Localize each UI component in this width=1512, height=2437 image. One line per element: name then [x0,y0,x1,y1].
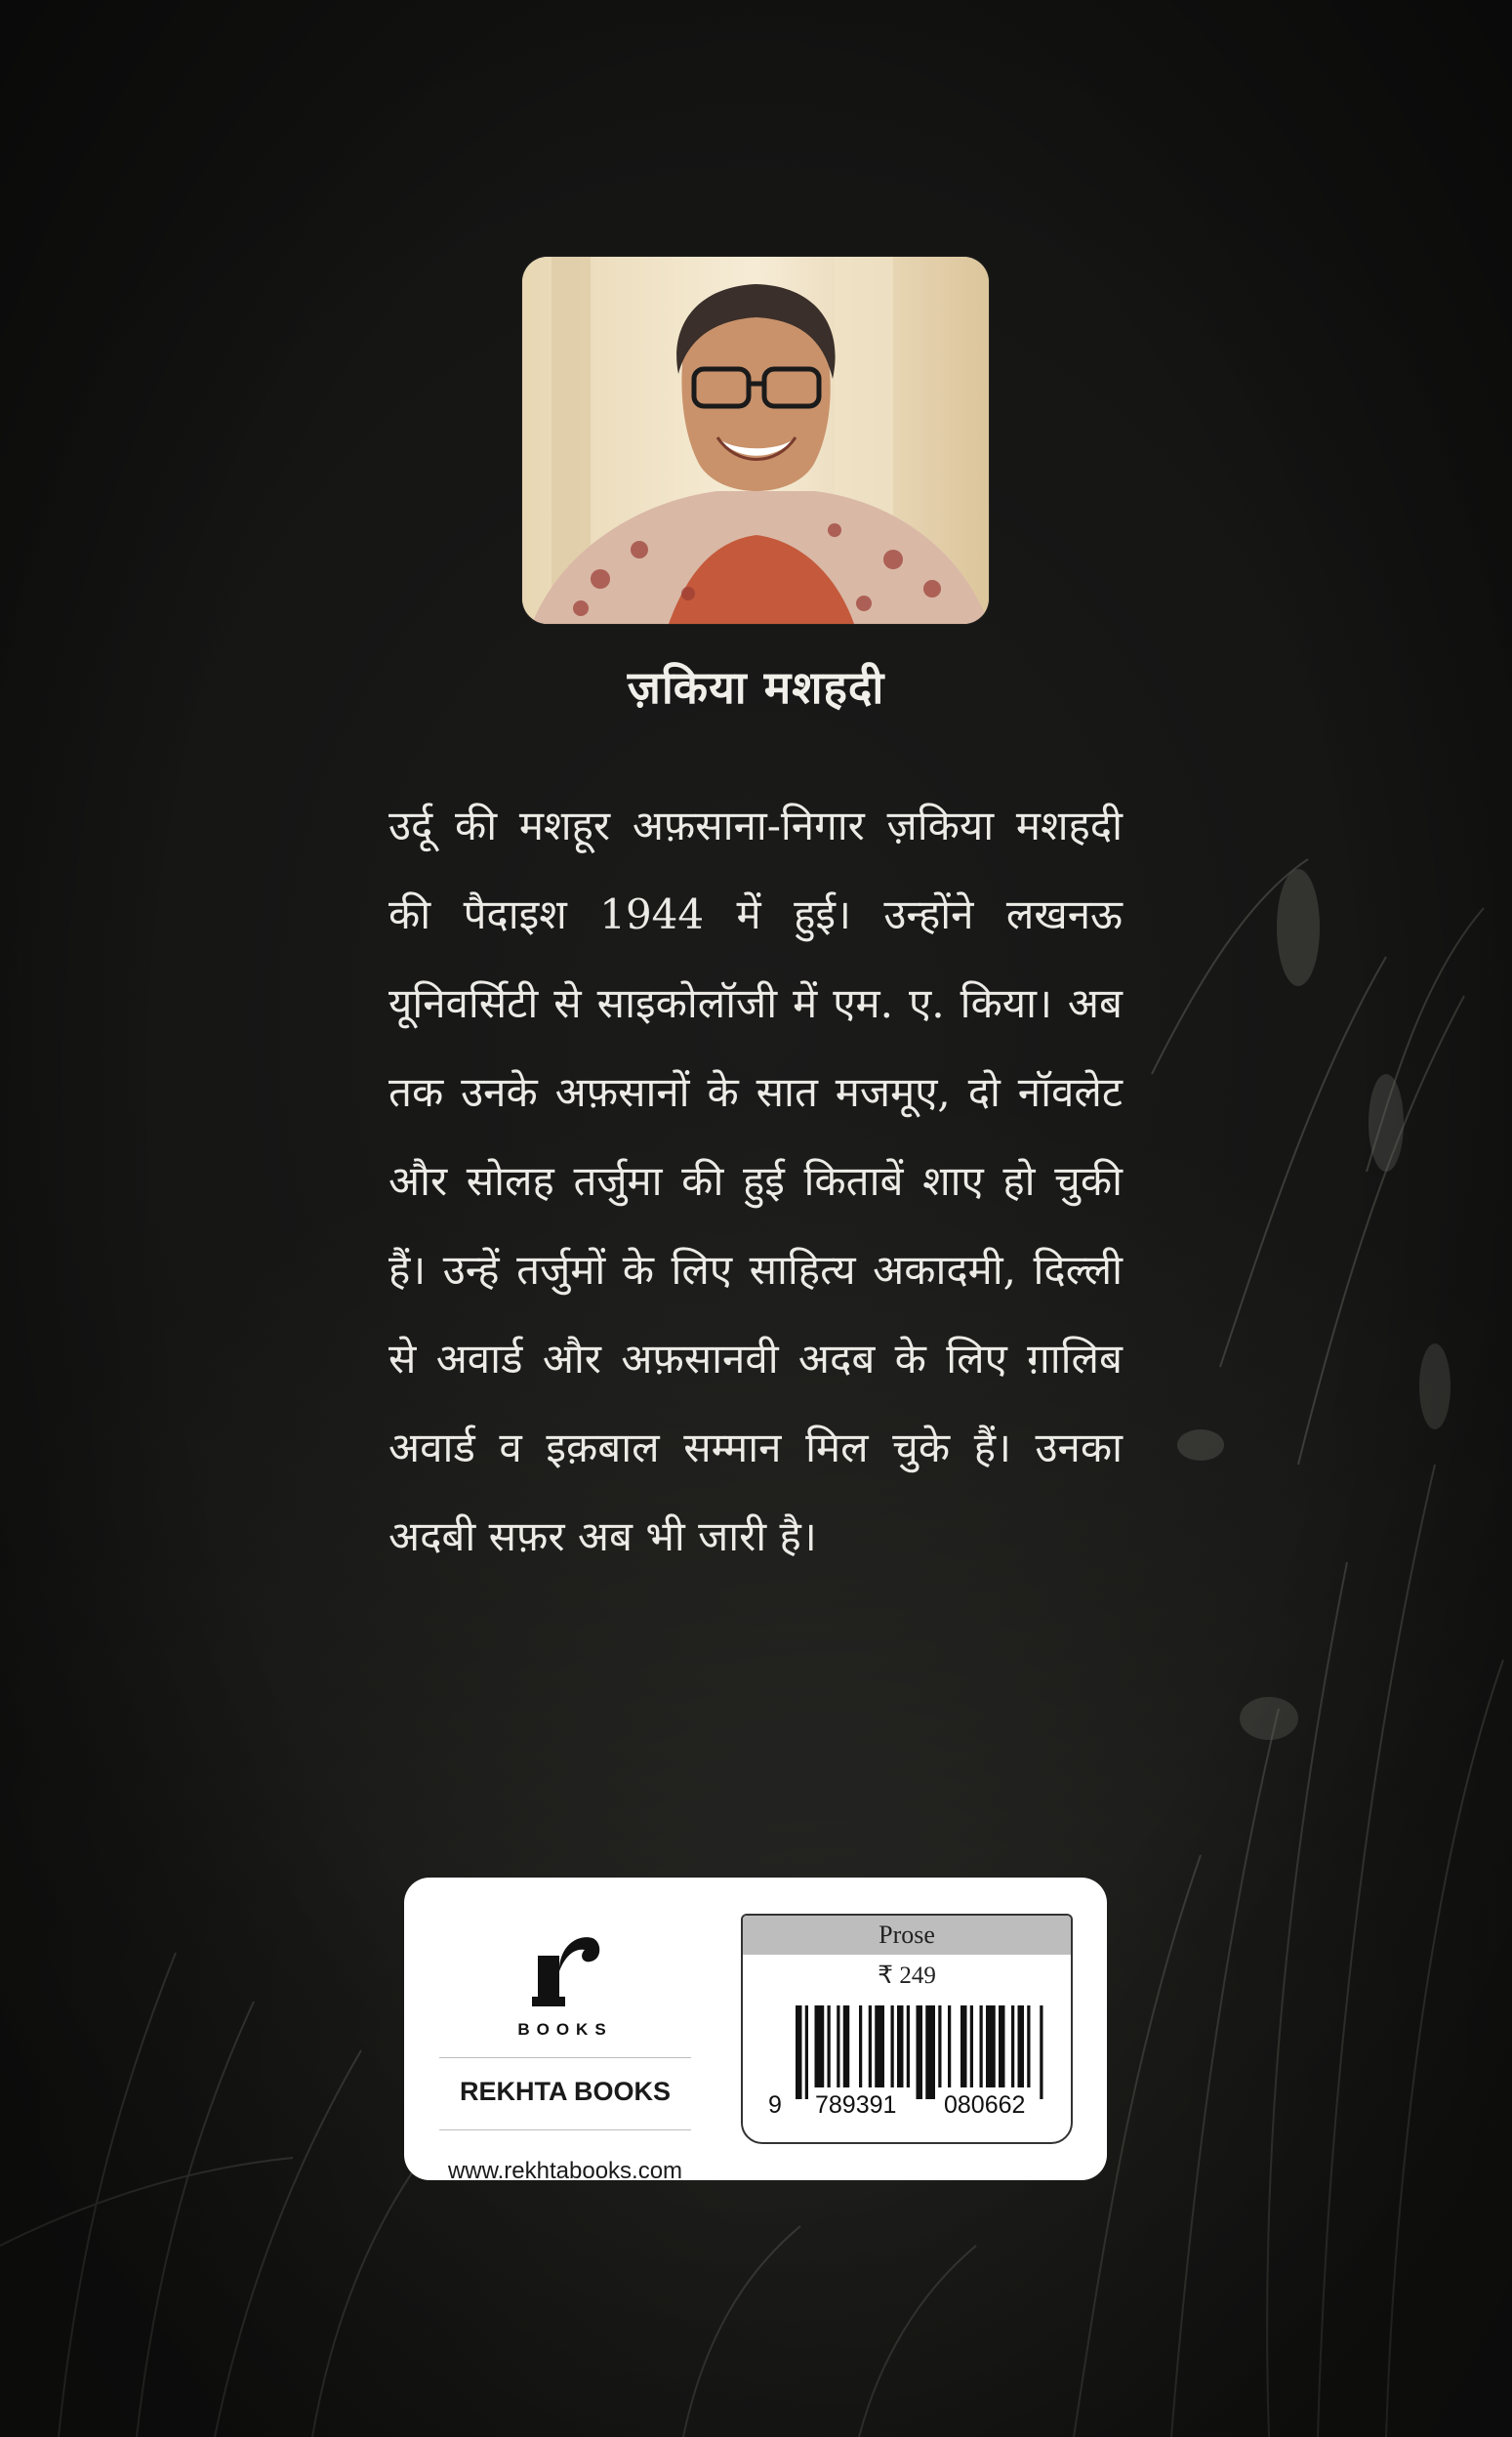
book-price: ₹ 249 [878,1962,936,1989]
publisher-logo-subtitle: BOOKS [517,2020,613,2039]
barcode-bar [1027,2005,1030,2087]
barcode-box [741,1914,1073,2144]
barcode-bar [891,2005,894,2087]
barcode-bar [917,2005,923,2099]
barcode-bar [938,2005,941,2087]
rekhta-r-logo-icon [532,1926,602,2012]
logo-divider-bottom [439,2129,691,2130]
barcode-bar [948,2005,951,2087]
publisher-logo-block [439,1917,691,2184]
barcode-bar [999,2005,1005,2087]
logo-divider-top [439,2057,691,2058]
barcode-bar [986,2005,996,2087]
author-portrait-illustration [522,257,989,624]
publisher-info-card [404,1878,1107,2184]
barcode-bar [875,2005,884,2087]
author-biography: उर्दू की मशहूर अफ़साना-निगार ज़किया मशहदी की पैदाइश 1944 में हुई। उन्होंने लखनऊ यूनिवर्सिटी से साइकोलॉजी में एम. ए. किया। अब तक उनके अफ़सानों के सात मजमूए, दो नॉवलेट और सोलह तर्जुमा की हुई किताबें शाए हो चुकी हैं। उन्हें तर्जुमों के लिए साहित्य अकादमी, दिल्ली से अवार्ड और अफ़सानवी अदब के लिए ग़ालिब अवार्ड व इक़बाल सम्मान मिल चुके हैं। उनका अदबी सफ़र अब भी जारी है। [388,802,1123,1560]
barcode-bar [796,2005,802,2099]
barcode-bar [815,2005,825,2087]
author-name: ज़किया मशहदी [627,661,885,714]
barcode-bar [925,2005,935,2099]
barcode-bar [907,2005,910,2087]
isbn-digit-group-2: 080662 [944,2091,1026,2119]
barcode-bar [897,2005,904,2087]
barcode-bar [1040,2005,1042,2099]
isbn-digit-group-1: 789391 [815,2091,897,2119]
book-category-label: Prose [743,1916,1071,1955]
publisher-url: www.rekhtabooks.com [447,2158,683,2184]
publisher-name: REKHTA BOOKS [460,2077,671,2106]
barcode-bar [1018,2005,1025,2087]
barcode-bar [805,2005,808,2099]
isbn-prefix-digit: 9 [768,2091,782,2119]
barcode-bar [1011,2005,1014,2087]
barcode-bar [843,2005,850,2087]
author-photo [522,257,989,624]
barcode-bar [837,2005,839,2087]
barcode-bar [828,2005,831,2087]
barcode-bar [869,2005,872,2087]
barcode-bar [980,2005,983,2087]
barcode-bar [970,2005,973,2087]
barcode-bar [859,2005,862,2087]
barcode-bar [960,2005,967,2087]
